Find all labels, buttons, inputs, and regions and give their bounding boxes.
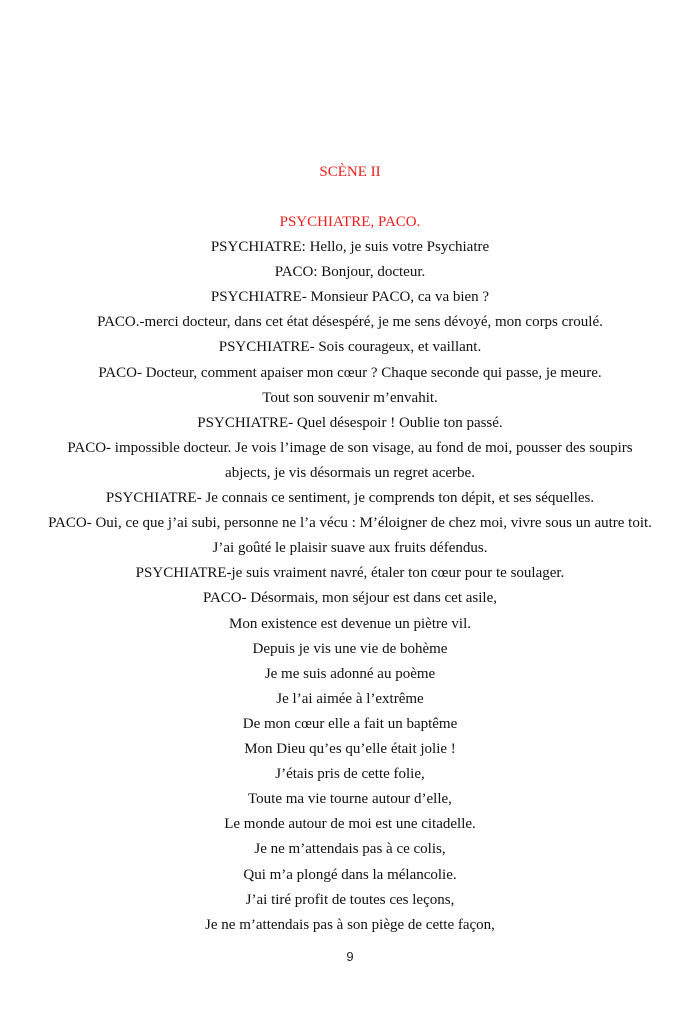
dialogue-line: Je ne m’attendais pas à son piège de cette façon, <box>205 916 495 933</box>
dialogue-line: PSYCHIATRE- Je connais ce sentiment, je comprends ton dépit, et ses séquelles. <box>105 490 595 506</box>
dialogue-line: Qui m’a plongé dans la mélancolie. <box>243 866 457 883</box>
dialogue-line: PSYCHIATRE-je suis vraiment navré, étaler ton cœur pour te soulager. <box>135 565 565 582</box>
dialogue-line: abjects, je vis désormais un regret acerbe. <box>225 464 475 481</box>
dialogue-line: PACO- Oui, ce que j’ai subi, personne ne l’a vécu : M’éloigner de chez moi, vivre sous un autre toit. <box>48 515 652 532</box>
dialogue-line: J’ai goûté le plaisir suave aux fruits défendus. <box>212 540 488 557</box>
dialogue-line: Depuis je vis une vie de bohème <box>252 640 448 657</box>
dialogue-line: Je ne m’attendais pas à ce colis, <box>254 841 446 858</box>
dialogue-line: Je l’ai aimée à l’extrême <box>276 690 424 707</box>
dialogue-line: J’étais pris de cette folie, <box>275 766 425 783</box>
dialogue-line: PSYCHIATRE: Hello, je suis votre Psychiatre <box>210 239 490 255</box>
dialogue-line: Je me suis adonné au poème <box>264 665 436 682</box>
dialogue-line: J’ai tiré profit de toutes ces leçons, <box>245 891 455 908</box>
dialogue-line: PACO.-merci docteur, dans cet état désespéré, je me sens dévoyé, mon corps croulé. <box>97 314 603 331</box>
dialogue-line: De mon cœur elle a fait un baptême <box>242 715 458 732</box>
dialogue-line: Mon existence est devenue un piètre vil. <box>228 615 471 632</box>
dialogue-line: PSYCHIATRE- Sois courageux, et vaillant. <box>218 339 482 356</box>
dialogue-line: Toute ma vie tourne autour d’elle, <box>248 791 452 808</box>
dialogue-line: PACO: Bonjour, docteur. <box>274 264 426 281</box>
dialogue-line: PACO- Docteur, comment apaiser mon cœur ? Chaque seconde qui passe, je meure. <box>98 364 602 381</box>
character-list: PSYCHIATRE, PACO. <box>279 214 421 230</box>
dialogue-line: PACO- impossible docteur. Je vois l’image de son visage, au fond de moi, pousser des soupirs <box>67 439 633 456</box>
page-number: 9 <box>346 949 354 964</box>
dialogue-line: PSYCHIATRE- Monsieur PACO, ca va bien ? <box>210 289 490 306</box>
dialogue-line: Mon Dieu qu’es qu’elle était jolie ! <box>244 741 456 757</box>
dialogue-line: PACO- Désormais, mon séjour est dans cet asile, <box>203 590 497 607</box>
dialogue-line: PSYCHIATRE- Quel désespoir ! Oublie ton passé. <box>197 414 503 431</box>
dialogue-line: Le monde autour de moi est une citadelle. <box>224 816 476 833</box>
scene-title: SCÈNE II <box>319 164 381 180</box>
dialogue-line: Tout son souvenir m’envahit. <box>262 389 438 406</box>
